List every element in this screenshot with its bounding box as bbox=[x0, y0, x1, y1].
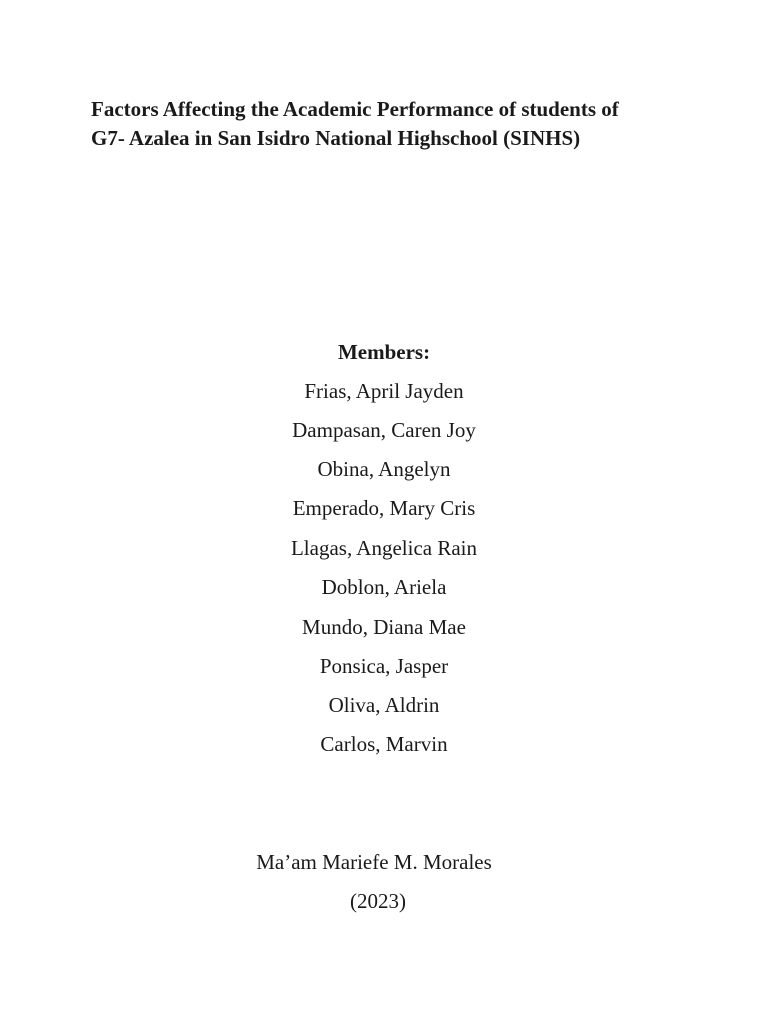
members-heading: Members: bbox=[337, 340, 431, 364]
teacher-name: Ma’am Mariefe M. Morales bbox=[256, 850, 492, 874]
member-name: Emperado, Mary Cris bbox=[292, 496, 476, 520]
member-name: Mundo, Diana Mae bbox=[302, 615, 466, 639]
title-line-1: Factors Affecting the Academic Performance of students of bbox=[91, 97, 619, 121]
title-line-2: G7- Azalea in San Isidro National Highschool (SINHS) bbox=[91, 126, 581, 150]
member-name: Carlos, Marvin bbox=[320, 732, 448, 756]
member-name: Ponsica, Jasper bbox=[319, 654, 449, 678]
document-title bbox=[91, 95, 731, 153]
member-name: Doblon, Ariela bbox=[321, 575, 447, 599]
year-label: (2023) bbox=[350, 889, 406, 913]
member-name: Frias, April Jayden bbox=[304, 379, 464, 403]
member-name: Oliva, Aldrin bbox=[328, 693, 440, 717]
member-name: Llagas, Angelica Rain bbox=[290, 536, 478, 560]
member-name: Obina, Angelyn bbox=[317, 457, 451, 481]
member-name: Dampasan, Caren Joy bbox=[292, 418, 476, 442]
